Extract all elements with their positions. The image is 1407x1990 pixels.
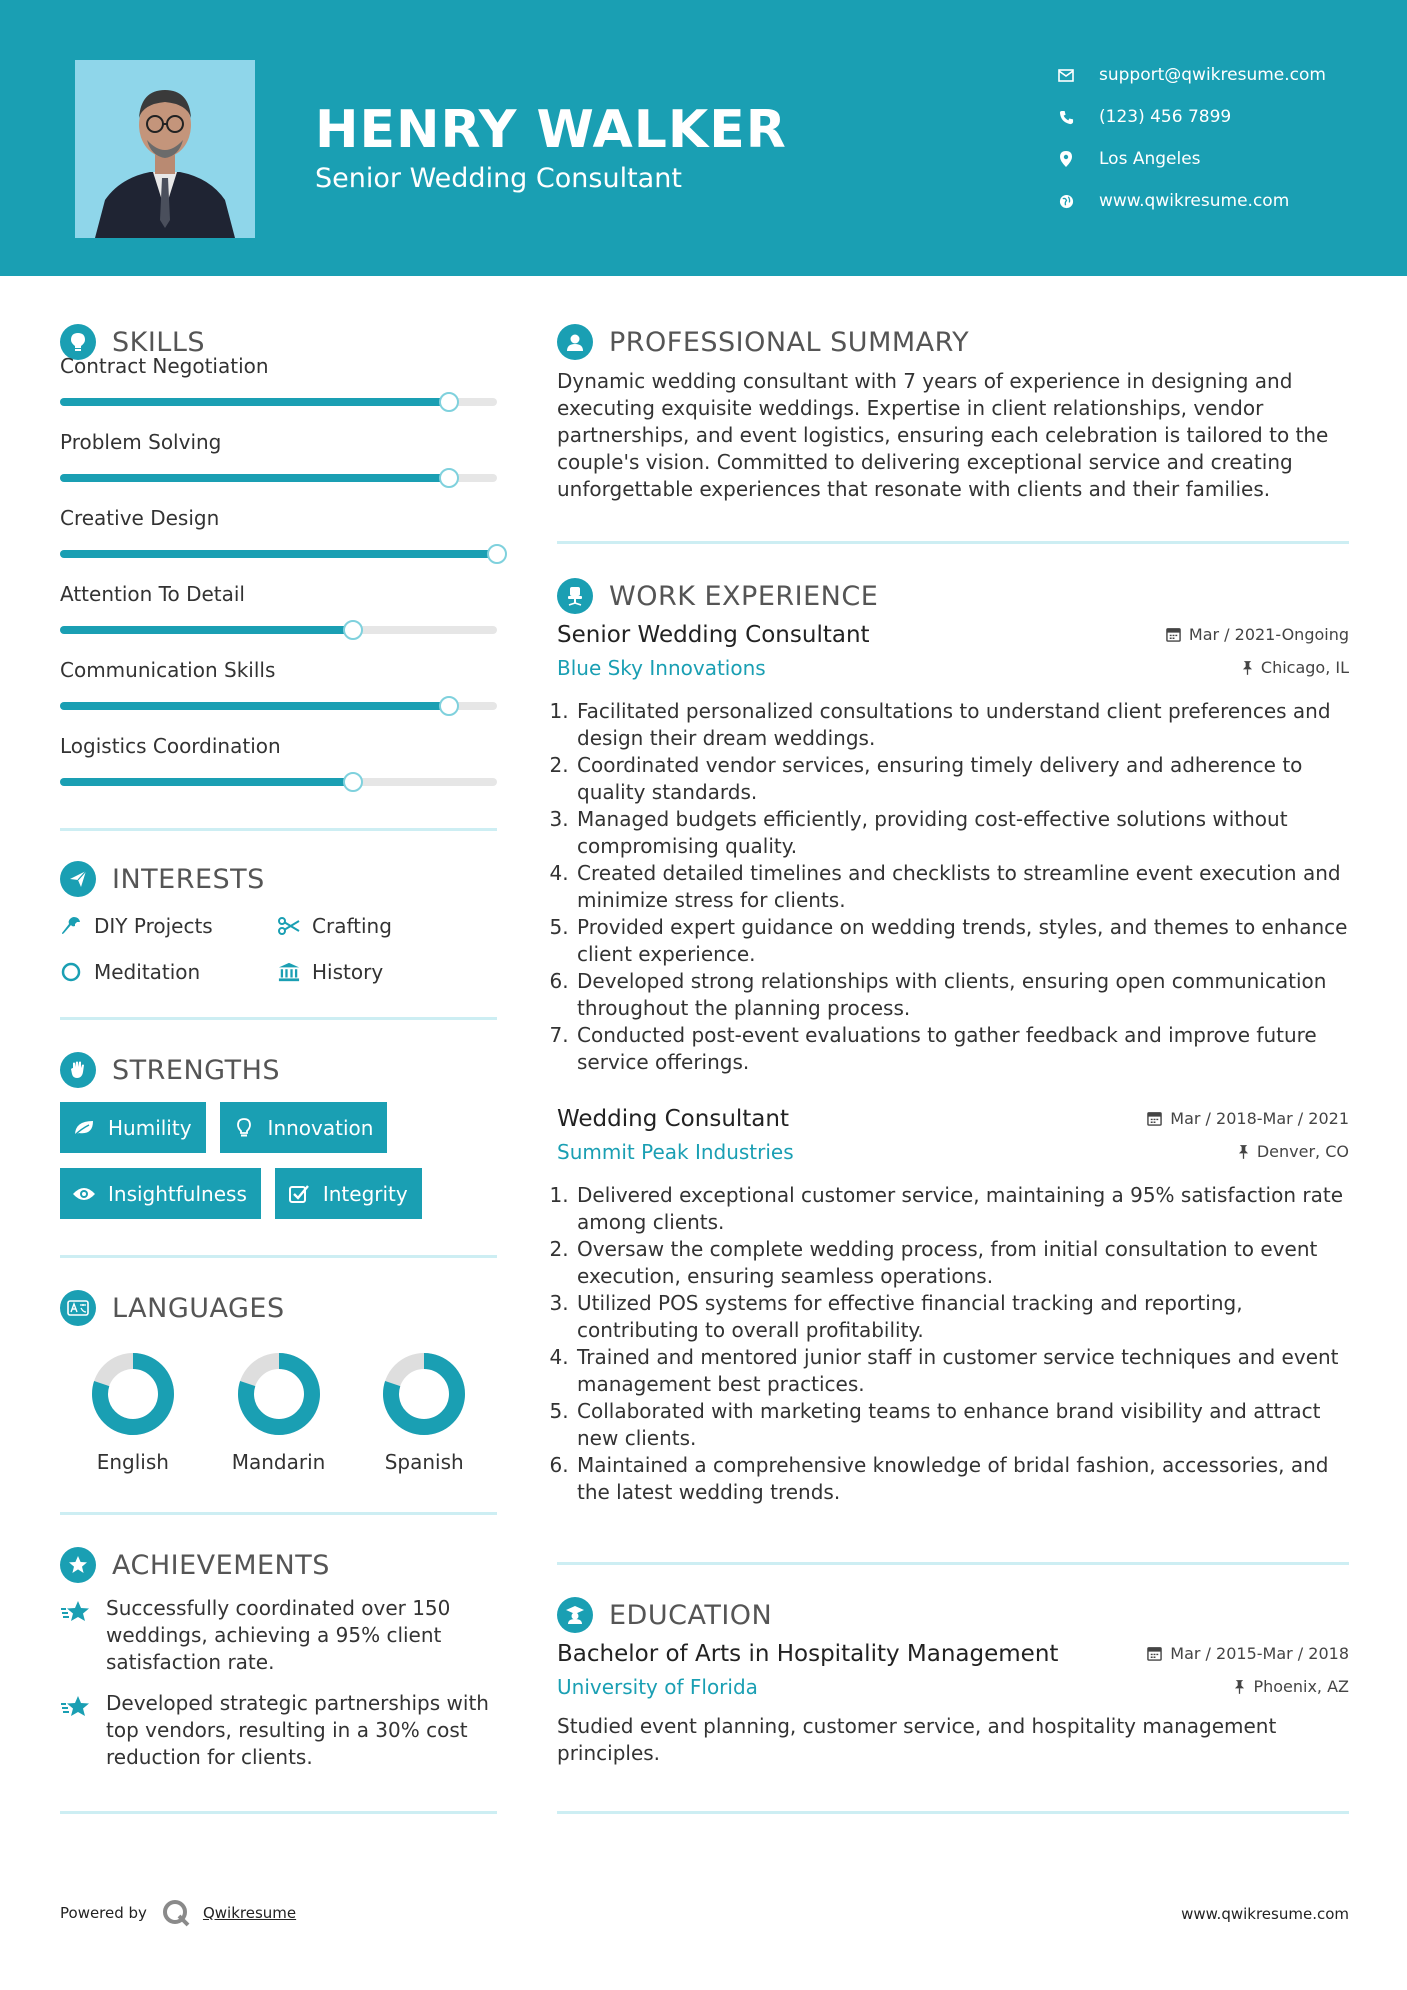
skill-name: Contract Negotiation: [60, 354, 269, 378]
interests-grid: [60, 911, 497, 987]
job-location: [1242, 658, 1349, 677]
skill-item: [60, 354, 497, 430]
job-title: Wedding Consultant: [557, 1106, 789, 1132]
section-divider: [557, 541, 1349, 544]
job-bullet: 4. Trained and mentored junior staff in customer service techniques and event management best practices.: [575, 1344, 1349, 1398]
contact-website-text: www.qwikresume.com: [1099, 191, 1290, 211]
job-location-text: Chicago, IL: [1260, 658, 1349, 677]
check-square-icon: [287, 1182, 311, 1206]
left-column: [60, 320, 497, 1814]
education-location: [1234, 1677, 1349, 1696]
section-divider: [60, 1811, 497, 1814]
job-title: Senior Wedding Consultant: [557, 622, 870, 648]
contact-email[interactable]: [1055, 54, 1326, 96]
circle-icon: [60, 961, 82, 983]
section-divider: [60, 1512, 497, 1515]
experience-header: [557, 574, 1349, 618]
strengths-section: [60, 1048, 497, 1258]
skills-section: [60, 320, 497, 831]
strengths-tags: [60, 1102, 440, 1219]
job-bullets: [557, 1182, 1349, 1506]
job-bullet: 3. Utilized POS systems for effective financial tracking and reporting, contributing to overall profitability.: [575, 1290, 1349, 1344]
summary-title: PROFESSIONAL SUMMARY: [609, 326, 970, 358]
experience-title: WORK EXPERIENCE: [609, 580, 879, 612]
interest-label: Meditation: [94, 960, 201, 984]
degree-title: Bachelor of Arts in Hospitality Management: [557, 1641, 1059, 1667]
language-name: Mandarin: [231, 1450, 326, 1474]
skill-name: Logistics Coordination: [60, 734, 281, 758]
job-entry: [557, 622, 1349, 1076]
skill-name: Attention To Detail: [60, 582, 245, 606]
job-bullets: [557, 698, 1349, 1076]
strengths-title: STRENGTHS: [112, 1054, 281, 1086]
skill-bar-knob: [439, 696, 459, 716]
skill-bar: [60, 778, 497, 786]
language-item: [351, 1350, 497, 1474]
section-divider: [60, 1017, 497, 1020]
wrench-icon: [60, 915, 82, 937]
skill-name: Communication Skills: [60, 658, 276, 682]
museum-icon: [278, 961, 300, 983]
job-date-text: Mar / 2018-Mar / 2021: [1170, 1109, 1349, 1128]
footer-website[interactable]: www.qwikresume.com: [1181, 1905, 1349, 1923]
scissors-icon: [278, 915, 300, 937]
interests-header: [60, 857, 497, 901]
job-bullet: 3. Managed budgets efficiently, providing cost-effective solutions without compromising quality.: [575, 806, 1349, 860]
skill-bar: [60, 474, 497, 482]
skill-item: [60, 658, 497, 734]
strength-tag: [60, 1102, 206, 1153]
language-item: [206, 1350, 352, 1474]
skill-bar: [60, 702, 497, 710]
education-description: Studied event planning, customer service, and hospitality management principles.: [557, 1714, 1277, 1765]
education-header: [557, 1593, 1349, 1637]
job-location: [1238, 1142, 1349, 1161]
powered-by-label: Powered by: [60, 1904, 147, 1922]
star-badge-icon: [60, 1547, 96, 1583]
star-icon: [60, 1690, 94, 1771]
education-entry: [557, 1641, 1349, 1767]
languages-header: [60, 1286, 497, 1330]
education-title: EDUCATION: [609, 1599, 773, 1631]
pushpin-icon: [1238, 1144, 1249, 1159]
achievements-title: ACHIEVEMENTS: [112, 1549, 330, 1581]
lightbulb-icon: [232, 1116, 256, 1140]
interest-item: [278, 911, 496, 941]
contact-phone-text: (123) 456 7899: [1099, 107, 1232, 127]
language-item: [60, 1350, 206, 1474]
achievement-item: [60, 1690, 497, 1771]
pushpin-icon: [1234, 1679, 1245, 1694]
strength-tag: [220, 1102, 388, 1153]
map-pin-icon: [1055, 148, 1077, 170]
education-date: [1147, 1644, 1349, 1663]
interest-label: History: [312, 960, 384, 984]
strength-label: Innovation: [267, 1115, 374, 1140]
office-chair-icon: [557, 578, 593, 614]
experience-section: [557, 574, 1349, 1565]
job-location-text: Denver, CO: [1256, 1142, 1349, 1161]
calendar-icon: [1147, 1111, 1162, 1126]
section-divider: [60, 1255, 497, 1258]
pushpin-icon: [1242, 660, 1253, 675]
skill-bar-fill: [60, 398, 449, 406]
languages-list: [60, 1350, 497, 1474]
achievements-section: [60, 1543, 497, 1814]
job-bullet: 2. Coordinated vendor services, ensuring timely delivery and adherence to quality standards.: [575, 752, 1349, 806]
skill-bar-fill: [60, 474, 449, 482]
phone-icon: [1055, 106, 1077, 128]
languages-section: [60, 1286, 497, 1515]
job-bullet: 7. Conducted post-event evaluations to gather feedback and improve future service offerings.: [575, 1022, 1349, 1076]
right-column: [557, 320, 1349, 1814]
education-location-text: Phoenix, AZ: [1253, 1677, 1349, 1696]
paper-plane-icon: [60, 861, 96, 897]
strengths-header: [60, 1048, 497, 1092]
qwikresume-logo-icon: [161, 1898, 191, 1928]
footer-powered-by: [60, 1898, 296, 1928]
skill-bar: [60, 398, 497, 406]
skill-bar: [60, 626, 497, 634]
interest-label: DIY Projects: [94, 914, 213, 938]
achievement-text: Developed strategic partnerships with top vendors, resulting in a 30% cost reduction for clients.: [106, 1691, 489, 1769]
skill-bar-fill: [60, 626, 353, 634]
job-bullet: 5. Provided expert guidance on wedding trends, styles, and themes to enhance client experience.: [575, 914, 1349, 968]
skills-title: SKILLS: [112, 326, 206, 358]
education-date-text: Mar / 2015-Mar / 2018: [1170, 1644, 1349, 1663]
skill-bar-knob: [487, 544, 507, 564]
contact-phone[interactable]: [1055, 96, 1326, 138]
calendar-icon: [1166, 627, 1181, 642]
eye-icon: [72, 1182, 96, 1206]
qwikresume-link[interactable]: Qwikresume: [202, 1904, 297, 1922]
contact-website[interactable]: [1055, 180, 1326, 222]
strength-tag: [275, 1168, 422, 1219]
education-section: [557, 1593, 1349, 1814]
graduate-icon: [557, 1597, 593, 1633]
leaf-icon: [72, 1116, 96, 1140]
language-proficiency-ring: [380, 1350, 468, 1438]
globe-icon: [1055, 190, 1077, 212]
skills-list: [60, 354, 497, 810]
skill-bar-knob: [343, 620, 363, 640]
job-date: [1166, 625, 1349, 644]
skill-name: Problem Solving: [60, 430, 222, 454]
contact-list: [1055, 54, 1326, 222]
job-bullet: 2. Oversaw the complete wedding process, from initial consultation to event execution, ensuring seamless operations.: [575, 1236, 1349, 1290]
job-company: Summit Peak Industries: [557, 1140, 794, 1164]
language-icon: [60, 1290, 96, 1326]
section-divider: [557, 1562, 1349, 1565]
job-bullet: 4. Created detailed timelines and checklists to streamline event execution and minimize stress for clients.: [575, 860, 1349, 914]
section-divider: [557, 1811, 1349, 1814]
contact-location-text: Los Angeles: [1099, 149, 1201, 169]
candidate-title: Senior Wedding Consultant: [315, 163, 682, 194]
strength-label: Integrity: [322, 1181, 408, 1206]
job-date-text: Mar / 2021-Ongoing: [1188, 625, 1349, 644]
achievement-item: [60, 1595, 497, 1676]
job-bullet: 1. Delivered exceptional customer service, maintaining a 95% satisfaction rate among clients.: [575, 1182, 1349, 1236]
skill-item: [60, 582, 497, 658]
profile-photo: [75, 60, 255, 238]
section-divider: [60, 828, 497, 831]
calendar-icon: [1147, 1646, 1162, 1661]
strength-label: Humility: [108, 1115, 192, 1140]
job-bullet: 5. Collaborated with marketing teams to enhance brand visibility and attract new clients.: [575, 1398, 1349, 1452]
job-company: Blue Sky Innovations: [557, 656, 766, 680]
hand-icon: [60, 1052, 96, 1088]
interest-item: [278, 957, 496, 987]
summary-section: [557, 320, 1349, 544]
summary-text: Dynamic wedding consultant with 7 years of experience in designing and executing exquisite weddings. Expertise in client relationships, vendor partnerships, and event logistics, ensuring each celebration is tailored to the couple's vision. Committed to delivering exceptional service and creating unforgettable experiences that resonate with clients and their families.: [557, 369, 1329, 501]
skill-item: [60, 430, 497, 506]
language-proficiency-ring: [235, 1350, 323, 1438]
skill-name: Creative Design: [60, 506, 220, 530]
achievement-text: Successfully coordinated over 150 weddings, achieving a 95% client satisfaction rate.: [106, 1596, 451, 1674]
skill-bar-knob: [439, 468, 459, 488]
languages-title: LANGUAGES: [112, 1292, 285, 1324]
achievements-header: [60, 1543, 497, 1587]
strength-label: Insightfulness: [108, 1181, 247, 1206]
contact-location: [1055, 138, 1326, 180]
language-proficiency-ring: [89, 1350, 177, 1438]
interest-item: [60, 957, 278, 987]
job-bullet: 6. Developed strong relationships with clients, ensuring open communication throughout the planning process.: [575, 968, 1349, 1022]
skill-bar-knob: [439, 392, 459, 412]
language-name: English: [96, 1450, 169, 1474]
candidate-name: HENRY WALKER: [315, 100, 787, 160]
job-bullet: 6. Maintained a comprehensive knowledge of bridal fashion, accessories, and the latest wedding trends.: [575, 1452, 1349, 1506]
header-banner: [0, 0, 1407, 276]
contact-email-text: support@qwikresume.com: [1099, 65, 1326, 85]
interest-label: Crafting: [312, 914, 392, 938]
skill-bar: [60, 550, 497, 558]
language-name: Spanish: [384, 1450, 464, 1474]
job-entry: [557, 1106, 1349, 1506]
user-icon: [557, 324, 593, 360]
envelope-icon: [1055, 64, 1077, 86]
summary-header: [557, 320, 1349, 364]
star-icon: [60, 1595, 94, 1676]
interests-title: INTERESTS: [112, 863, 265, 895]
job-date: [1147, 1109, 1349, 1128]
interests-section: [60, 857, 497, 1020]
strength-tag: [60, 1168, 261, 1219]
skill-bar-fill: [60, 778, 353, 786]
job-bullet: 1. Facilitated personalized consultations to understand client preferences and design their dream weddings.: [575, 698, 1349, 752]
skill-bar-fill: [60, 702, 449, 710]
skill-item: [60, 506, 497, 582]
skill-bar-knob: [343, 772, 363, 792]
school-name: University of Florida: [557, 1675, 758, 1699]
skill-item: [60, 734, 497, 810]
interest-item: [60, 911, 278, 941]
skill-bar-fill: [60, 550, 497, 558]
